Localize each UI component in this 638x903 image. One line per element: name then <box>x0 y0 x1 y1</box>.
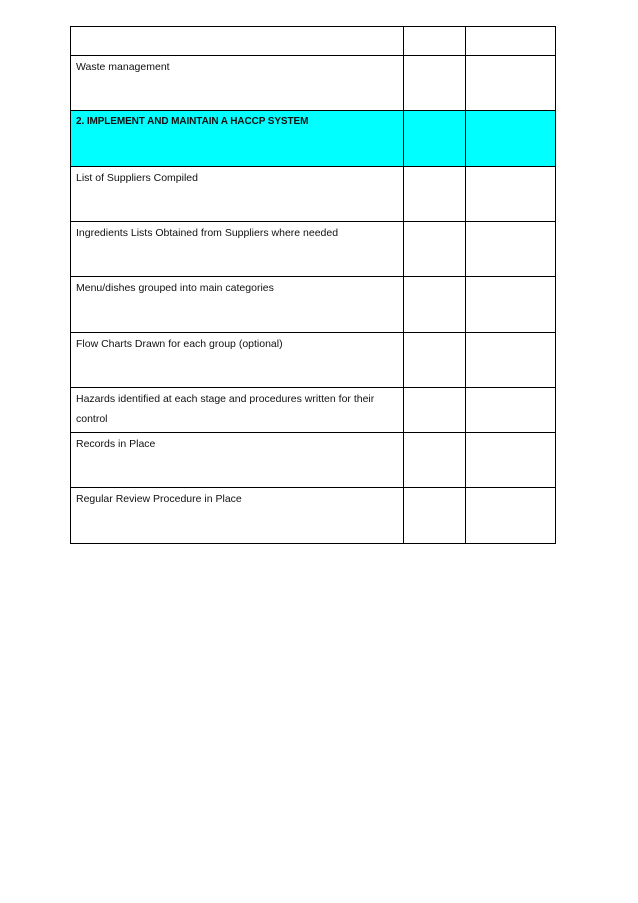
item-cell <box>71 56 404 111</box>
haccp-checklist-table <box>70 26 556 544</box>
notes-cell[interactable] <box>466 222 556 277</box>
item-cell <box>71 333 404 388</box>
notes-cell <box>466 111 556 167</box>
notes-cell[interactable] <box>466 333 556 388</box>
notes-cell[interactable] <box>466 388 556 433</box>
check-cell[interactable] <box>404 277 466 333</box>
item-cell <box>71 488 404 544</box>
item-cell <box>71 222 404 277</box>
check-cell <box>404 111 466 167</box>
check-cell[interactable] <box>404 488 466 544</box>
table-row <box>71 56 556 111</box>
item-label: Regular Review Procedure in Place <box>76 493 242 505</box>
table-row <box>71 167 556 222</box>
item-label <box>71 27 403 28</box>
table-row <box>71 27 556 56</box>
item-cell <box>71 27 404 56</box>
check-cell[interactable] <box>404 167 466 222</box>
check-cell[interactable] <box>404 56 466 111</box>
item-label: Waste management <box>76 61 170 73</box>
item-label: Flow Charts Drawn for each group (optional) <box>76 338 283 350</box>
notes-cell[interactable] <box>466 27 556 56</box>
item-cell <box>71 167 404 222</box>
section-cell <box>71 111 404 167</box>
item-cell <box>71 388 404 433</box>
check-cell[interactable] <box>404 222 466 277</box>
table-row <box>71 277 556 333</box>
notes-cell[interactable] <box>466 433 556 488</box>
table-row <box>71 488 556 544</box>
item-label: Hazards identified at each stage and procedures written for their control <box>76 393 375 425</box>
item-label: Menu/dishes grouped into main categories <box>76 282 274 294</box>
check-cell[interactable] <box>404 433 466 488</box>
item-cell <box>71 433 404 488</box>
notes-cell[interactable] <box>466 167 556 222</box>
notes-cell[interactable] <box>466 56 556 111</box>
item-cell <box>71 277 404 333</box>
item-label: Ingredients Lists Obtained from Suppliers where needed <box>76 227 339 239</box>
check-cell[interactable] <box>404 27 466 56</box>
section-header-row <box>71 111 556 167</box>
table-row <box>71 222 556 277</box>
item-label: List of Suppliers Compiled <box>76 172 198 184</box>
item-label: Records in Place <box>76 438 156 450</box>
notes-cell[interactable] <box>466 488 556 544</box>
check-cell[interactable] <box>404 388 466 433</box>
table-row <box>71 433 556 488</box>
section-title: 2. IMPLEMENT AND MAINTAIN A HACCP SYSTEM <box>76 116 309 127</box>
table-row <box>71 388 556 433</box>
notes-cell[interactable] <box>466 277 556 333</box>
check-cell[interactable] <box>404 333 466 388</box>
table-row <box>71 333 556 388</box>
